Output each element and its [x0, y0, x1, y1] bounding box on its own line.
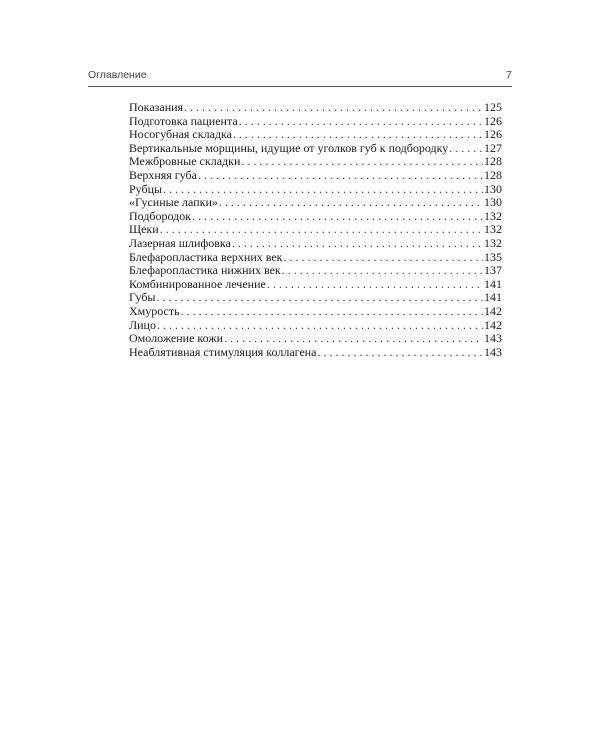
table-of-contents: [129, 101, 502, 359]
toc-entry-title: Верхняя губа: [129, 168, 197, 182]
toc-leader-dots: [198, 169, 483, 183]
toc-leader-dots: [219, 196, 483, 210]
toc-entry[interactable]: [129, 155, 502, 169]
toc-leader-dots: [192, 210, 483, 224]
toc-entry[interactable]: [129, 251, 502, 265]
toc-entry-title: Блефаропластика нижних век: [129, 264, 281, 278]
toc-entry-title: Губы: [129, 291, 156, 305]
toc-entry-page: 141: [484, 277, 502, 291]
toc-leader-dots: [232, 237, 483, 251]
toc-entry[interactable]: [129, 346, 502, 360]
toc-entry[interactable]: [129, 210, 502, 224]
toc-entry-page: 132: [484, 209, 502, 223]
toc-entry[interactable]: [129, 332, 502, 346]
toc-entry[interactable]: [129, 291, 502, 305]
toc-entry-page: 132: [484, 223, 502, 237]
toc-entry-page: 142: [484, 304, 502, 318]
toc-leader-dots: [241, 155, 483, 169]
toc-leader-dots: [160, 223, 483, 237]
toc-entry-title: Щеки: [129, 223, 159, 237]
toc-entry[interactable]: [129, 115, 502, 129]
toc-entry-page: 127: [484, 141, 502, 155]
toc-entry-page: 130: [484, 196, 502, 210]
toc-entry-title: Неаблятивная стимуляция коллагена: [129, 345, 317, 359]
toc-entry-page: 126: [484, 114, 502, 128]
toc-entry[interactable]: [129, 223, 502, 237]
toc-leader-dots: [233, 128, 483, 142]
toc-entry-title: Показания: [129, 101, 184, 114]
toc-entry[interactable]: [129, 278, 502, 292]
running-header: [88, 68, 512, 84]
toc-leader-dots: [181, 305, 483, 319]
toc-entry-title: Рубцы: [129, 182, 163, 196]
toc-entry[interactable]: [129, 142, 502, 156]
toc-entry-page: 125: [484, 101, 502, 114]
header-title: Оглавление: [88, 69, 147, 81]
toc-entry-title: Омоложение кожи: [129, 332, 224, 346]
toc-entry[interactable]: [129, 128, 502, 142]
toc-entry-title: Межбровные складки: [129, 155, 241, 169]
toc-entry-page: 142: [484, 318, 502, 332]
toc-entry-title: Носогубная складка: [129, 128, 232, 142]
header-page-number: 7: [506, 69, 512, 81]
toc-entry-title: Подготовка пациента: [129, 114, 238, 128]
toc-entry-page: 135: [484, 250, 502, 264]
toc-entry[interactable]: [129, 319, 502, 333]
toc-entry-page: 143: [484, 345, 502, 359]
toc-entry-page: 143: [484, 332, 502, 346]
toc-entry[interactable]: [129, 169, 502, 183]
toc-entry-title: Вертикальные морщины, идущие от уголков губ к подбородку: [129, 141, 449, 155]
toc-leader-dots: [224, 332, 483, 346]
toc-leader-dots: [284, 251, 483, 265]
toc-leader-dots: [267, 278, 483, 292]
toc-leader-dots: [318, 346, 483, 360]
toc-entry-title: Лазерная шлифовка: [129, 236, 231, 250]
toc-entry[interactable]: [129, 101, 502, 115]
toc-entry[interactable]: [129, 305, 502, 319]
toc-leader-dots: [282, 264, 483, 278]
toc-entry-page: 141: [484, 291, 502, 305]
toc-entry[interactable]: [129, 196, 502, 210]
toc-entry-title: Комбинированное лечение: [129, 277, 266, 291]
toc-entry-title: «Гусиные лапки»: [129, 196, 218, 210]
toc-entry-page: 137: [484, 264, 502, 278]
toc-entry-page: 128: [484, 155, 502, 169]
toc-entry-page: 126: [484, 128, 502, 142]
toc-entry-title: Блефаропластика верхних век: [129, 250, 283, 264]
toc-leader-dots: [157, 291, 484, 305]
toc-entry-page: 128: [484, 168, 502, 182]
toc-entry-page: 130: [484, 182, 502, 196]
header-rule: [88, 86, 512, 87]
toc-entry[interactable]: [129, 183, 502, 197]
toc-entry-title: Лицо: [129, 318, 156, 332]
toc-entry-title: Подбородок: [129, 209, 192, 223]
toc-entry-title: Хмурость: [129, 304, 180, 318]
toc-entry-page: 132: [484, 236, 502, 250]
toc-leader-dots: [157, 319, 483, 333]
toc-entry[interactable]: [129, 237, 502, 251]
toc-leader-dots: [239, 115, 483, 129]
toc-entry[interactable]: [129, 264, 502, 278]
toc-leader-dots: [184, 101, 483, 115]
toc-leader-dots: [449, 142, 483, 156]
toc-leader-dots: [163, 183, 483, 197]
